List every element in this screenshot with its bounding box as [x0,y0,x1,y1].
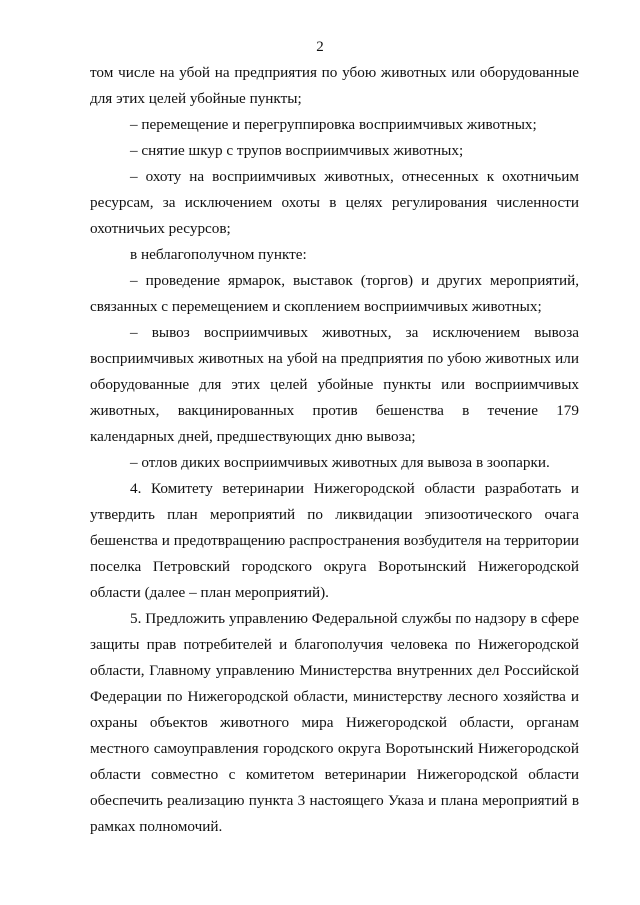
subheading-affected-point: в неблагополучном пункте: [130,246,307,263]
clause-5: 5. Предложить управлению Федеральной службы по надзору в сфере защиты прав потребителей и благополучия человека по Нижегородской области, Главному управлению Министерства внутренних дел Российской Федерации по Нижегородской области, министерству лесного хозяйства и охраны объектов животного мира Нижегородской области, органам местного самоуправления городского округа Воротынский Нижегородской области совместно с комитетом ветеринарии Нижегородской области обеспечить реализацию пункта 3 настоящего Указа и плана мероприятий в рамках полномочий. [90,610,579,835]
document-body [90,60,579,840]
list-item-export: – вывоз восприимчивых животных, за исключением вывоза восприимчивых животных на убой на предприятия по убою животных или оборудованные для этих целей убойные пункты или восприимчивых животных, вакцинированных против бешенства в течение 179 календарных дней, предшествующих дню вывоза; [90,324,579,445]
list-item-fairs: – проведение ярмарок, выставок (торгов) и других мероприятий, связанных с перемещением и скоплением восприимчивых животных; [90,272,579,315]
list-item-capture: – отлов диких восприимчивых животных для вывоза в зоопарки. [130,454,550,471]
paragraph-continuation: том числе на убой на предприятия по убою животных или оборудованные для этих целей убойные пункты; [90,64,579,107]
clause-4: 4. Комитету ветеринарии Нижегородской области разработать и утвердить план мероприятий по ликвидации эпизоотического очага бешенства и предотвращению распространения возбудителя на территории поселка Петровский городского округа Воротынский Нижегородской области (далее – план мероприятий). [90,480,579,601]
list-item-hunting: – охоту на восприимчивых животных, отнесенных к охотничьим ресурсам, за исключением охоты в целях регулирования численности охотничьих ресурсов; [90,168,579,237]
list-item-skinning: – снятие шкур с трупов восприимчивых животных; [130,142,464,159]
list-item-regrouping: – перемещение и перегруппировка восприимчивых животных; [130,116,537,133]
page-number: 2 [316,39,324,55]
